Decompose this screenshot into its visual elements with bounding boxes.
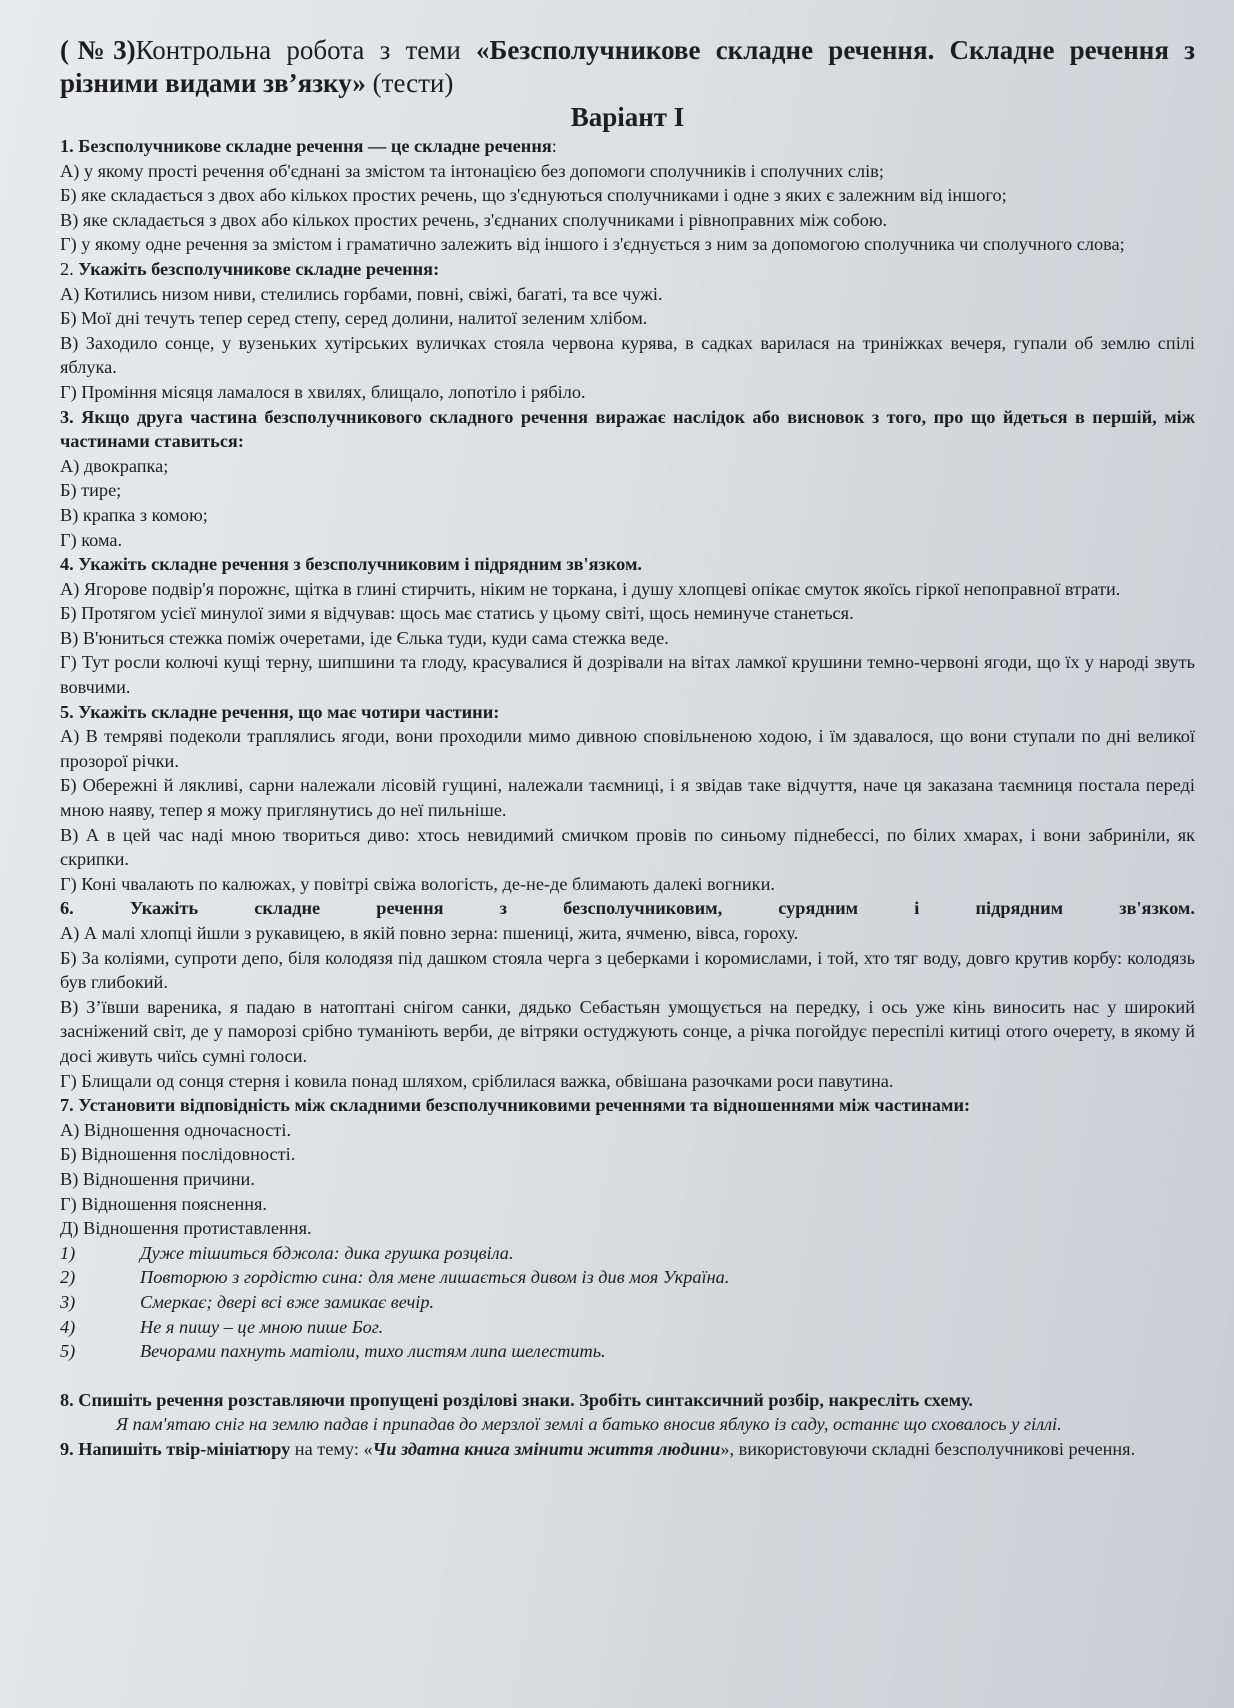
document-title bbox=[60, 34, 1195, 100]
question-6 bbox=[60, 896, 1195, 1093]
sentence-number: 4) bbox=[60, 1316, 76, 1337]
question-9-topic: Чи здатна книга змінити життя людини bbox=[372, 1438, 721, 1459]
question-8-heading: 8. Спишіть речення розставляючи пропущені розділові знаки. Зробіть синтаксичний розбір, накресліть схему. bbox=[60, 1389, 973, 1410]
sentence-number: 3) bbox=[60, 1291, 76, 1312]
question-7 bbox=[60, 1093, 1195, 1364]
sentence-number: 5) bbox=[60, 1341, 76, 1362]
list-item bbox=[60, 1265, 1195, 1290]
question-6-word: складне bbox=[254, 898, 321, 919]
sentence-text: Не я пишу – це мною пише Бог. bbox=[140, 1316, 384, 1337]
question-2-option-d: Г) Проміння місяця ламалося в хвилях, блищало, лопотіло і рябіло. bbox=[60, 381, 586, 402]
question-8 bbox=[60, 1388, 1195, 1437]
sentence-text: Вечорами пахнуть матіоли, тихо листям липа шелестить. bbox=[140, 1341, 606, 1362]
list-item bbox=[60, 1290, 1195, 1315]
question-2-number: 2. bbox=[60, 258, 79, 279]
question-6-option-d: Г) Блищали од сонця стерня і ковила понад шляхом, сріблилася важка, обвішана разочками роси павутина. bbox=[60, 1070, 894, 1091]
question-6-heading bbox=[60, 896, 1195, 921]
question-7-option-d: Г) Відношення пояснення. bbox=[60, 1193, 268, 1214]
sentence-number: 1) bbox=[60, 1242, 76, 1263]
question-5-option-b: Б) Обережні й лякливі, сарни належали лісовій гущині, належали таємниці, і я звідав таке відчуття, наче ця заказана таємниця постала переді мною наяву, тепер я можу приглянутись до неї пильніше. bbox=[60, 775, 1195, 821]
question-2-option-a: А) Котились низом ниви, стелились горбами, повні, свіжі, багаті, та все чужі. bbox=[60, 283, 663, 304]
question-6-word: безсполучниковим, bbox=[563, 898, 723, 919]
question-9-tail: », використовуючи складні безсполучникові речення. bbox=[720, 1438, 1136, 1459]
variant-heading: Варіант І bbox=[570, 102, 685, 132]
question-7-sentence-list bbox=[60, 1241, 1195, 1364]
sentence-text: Дуже тішиться бджола: дика грушка розцвіла. bbox=[140, 1242, 514, 1263]
test-sheet bbox=[60, 34, 1195, 1461]
question-6-option-c: В) З’ївши вареника, я падаю в натоптані снігом санки, дядько Себастьян умощується на передку, і ось уже кінь виносить нас у широкий засніжений світ, де у паморозі срібно туманіють верби, де вітряки остуджують сонце, а річка погойдує переспілі китиці отого очерету, в якому й досі живуть чиїсь сумні голоси. bbox=[60, 996, 1195, 1066]
question-5-option-a: А) В темряві подеколи траплялись ягоди, вони проходили мимо дивною сповільненою ходою, і їм здавалося, що вони ступали по дні великої прозорої річки. bbox=[60, 726, 1195, 771]
question-4-option-b: Б) Протягом усієї минулої зими я відчував: щось має статись у цьому світі, щось неминуче станеться. bbox=[60, 603, 854, 624]
sentence-text: Повторюю з гордістю сина: для мене лишається дивом із див моя Україна. bbox=[140, 1267, 730, 1288]
question-4-heading: 4. Укажіть складне речення з безсполучниковим і підрядним зв'язком. bbox=[60, 554, 642, 575]
question-6-word: 6. bbox=[60, 898, 74, 919]
question-1-text: 1. Безсполучникове складне речення — це складне речення bbox=[60, 136, 552, 156]
list-item bbox=[60, 1315, 1195, 1340]
sentence-number: 2) bbox=[60, 1267, 76, 1288]
question-6-word: і bbox=[914, 898, 920, 919]
list-item bbox=[60, 1339, 1195, 1364]
title-topic: «Безсполучникове складне речення. Складне речення з різними видами зв’язку» bbox=[60, 35, 1195, 98]
question-4 bbox=[60, 552, 1195, 700]
question-4-option-a: А) Ягорове подвір'я порожнє, щітка в глині стирчить, ніким не торкана, і душу хлопцеві опікає смуток якоїсь гіркої непоправної втрати. bbox=[60, 578, 1121, 599]
question-3-heading: 3. Якщо друга частина безсполучникового складного речення виражає наслідок або висновок з того, про що йдеться в першій, між частинами ставиться: bbox=[60, 406, 1195, 452]
question-3-option-d: Г) кома. bbox=[60, 529, 123, 550]
sentence-text: Смеркає; двері всі вже замикає вечір. bbox=[140, 1291, 435, 1312]
question-2 bbox=[60, 257, 1195, 405]
question-1-option-b: Б) яке складається з двох або кількох простих речень, що з'єднуються сполучниками і одне з яких є залежним від іншого; bbox=[60, 185, 1007, 206]
question-9-heading: 9. Напишіть твір-мініатюру bbox=[60, 1438, 291, 1459]
question-7-heading: 7. Установити відповідність між складними безсполучниковими реченнями та відношеннями між частинами: bbox=[60, 1095, 971, 1116]
question-6-word: з bbox=[499, 898, 507, 919]
question-4-option-c: В) В'юниться стежка поміж очеретами, іде Єлька туди, куди сама стежка веде. bbox=[60, 627, 669, 648]
question-7-option-b: Б) Відношення послідовності. bbox=[60, 1144, 296, 1165]
question-1-option-c: В) яке складається з двох або кількох простих речень, з'єднаних сполучниками і рівноправних між собою. bbox=[60, 209, 888, 230]
question-1-colon: : bbox=[551, 136, 557, 156]
question-7-option-c: В) Відношення причини. bbox=[60, 1168, 255, 1189]
question-3 bbox=[60, 405, 1195, 553]
question-5-option-d: Г) Коні чвалають по калюжах, у повітрі свіжа вологість, де-не-де блимають далекі вогники. bbox=[60, 873, 775, 894]
question-7-option-a: А) Відношення одночасності. bbox=[60, 1119, 292, 1140]
title-prefix: Контрольна робота з теми bbox=[135, 35, 477, 65]
spacer bbox=[60, 1364, 1195, 1388]
question-8-sentence: Я пам'ятаю сніг на землю падав і припадав до мерзлої землі а батько вносив яблуко із саду, останнє що сховалось у гіллі. bbox=[116, 1414, 1062, 1435]
question-3-option-a: А) двокрапка; bbox=[60, 455, 169, 476]
question-6-word: зв'язком. bbox=[1119, 898, 1195, 919]
question-5 bbox=[60, 700, 1195, 897]
question-2-text: Укажіть безсполучникове складне речення: bbox=[78, 258, 440, 279]
question-2-option-b: Б) Мої дні течуть тепер серед степу, серед долини, налитої зеленим хлібом. bbox=[60, 308, 648, 329]
question-5-heading: 5. Укажіть складне речення, що має чотири частини: bbox=[60, 701, 500, 722]
question-3-option-c: В) крапка з комою; bbox=[60, 504, 208, 525]
title-suffix: (тести) bbox=[365, 68, 454, 98]
question-6-word: підрядним bbox=[975, 898, 1064, 919]
question-1-option-d: Г) у якому одне речення за змістом і граматично залежить від іншого і з'єднується з ним за допомогою сполучника чи сполучного слова; bbox=[60, 234, 1125, 255]
question-6-word: Укажіть bbox=[129, 898, 199, 919]
question-1 bbox=[60, 134, 1195, 257]
question-3-option-b: Б) тире; bbox=[60, 480, 122, 501]
question-4-option-d: Г) Тут росли колючі кущі терну, шипшини та глоду, красувалися й дозрівали на вітах ламкої крушини темно-червоні ягоди, що їх у народі звуть вовчими. bbox=[60, 652, 1195, 698]
question-9 bbox=[60, 1437, 1195, 1462]
question-2-option-c: В) Заходило сонце, у вузеньких хутірських вуличках стояла червона курява, в садках варилася на триніжках вечеря, гупали об землю спілі яблука. bbox=[60, 332, 1195, 378]
question-6-word: сурядним bbox=[778, 898, 859, 919]
question-1-option-a: А) у якому прості речення об'єднані за змістом та інтонацією без допомоги сполучників і сполучних слів; bbox=[60, 160, 884, 181]
question-1-heading bbox=[60, 134, 1195, 159]
question-6-word: речення bbox=[376, 898, 444, 919]
question-6-option-a: А) А малі хлопці йшли з рукавицею, в якій повно зерна: пшениці, жита, ячменю, вівса, гороху. bbox=[60, 923, 799, 943]
question-5-option-c: В) А в цей час наді мною твориться диво: хтось невидимий смичком провів по синьому піднебессі, по білих хмарах, і вони забриніли, як скрипки. bbox=[60, 824, 1195, 870]
list-item bbox=[60, 1241, 1195, 1266]
question-2-heading bbox=[60, 257, 1195, 282]
title-number: (№3) bbox=[60, 35, 136, 65]
question-6-option-b: Б) За коліями, супроти депо, біля колодязя під дашком стояла черга з цеберками і коромислами, і той, хто тяг воду, довго крутив корбу: колодязь був глибокий. bbox=[60, 947, 1195, 993]
question-7-option-e: Д) Відношення протиставлення. bbox=[60, 1218, 312, 1239]
question-9-mid: на тему: « bbox=[290, 1438, 373, 1459]
